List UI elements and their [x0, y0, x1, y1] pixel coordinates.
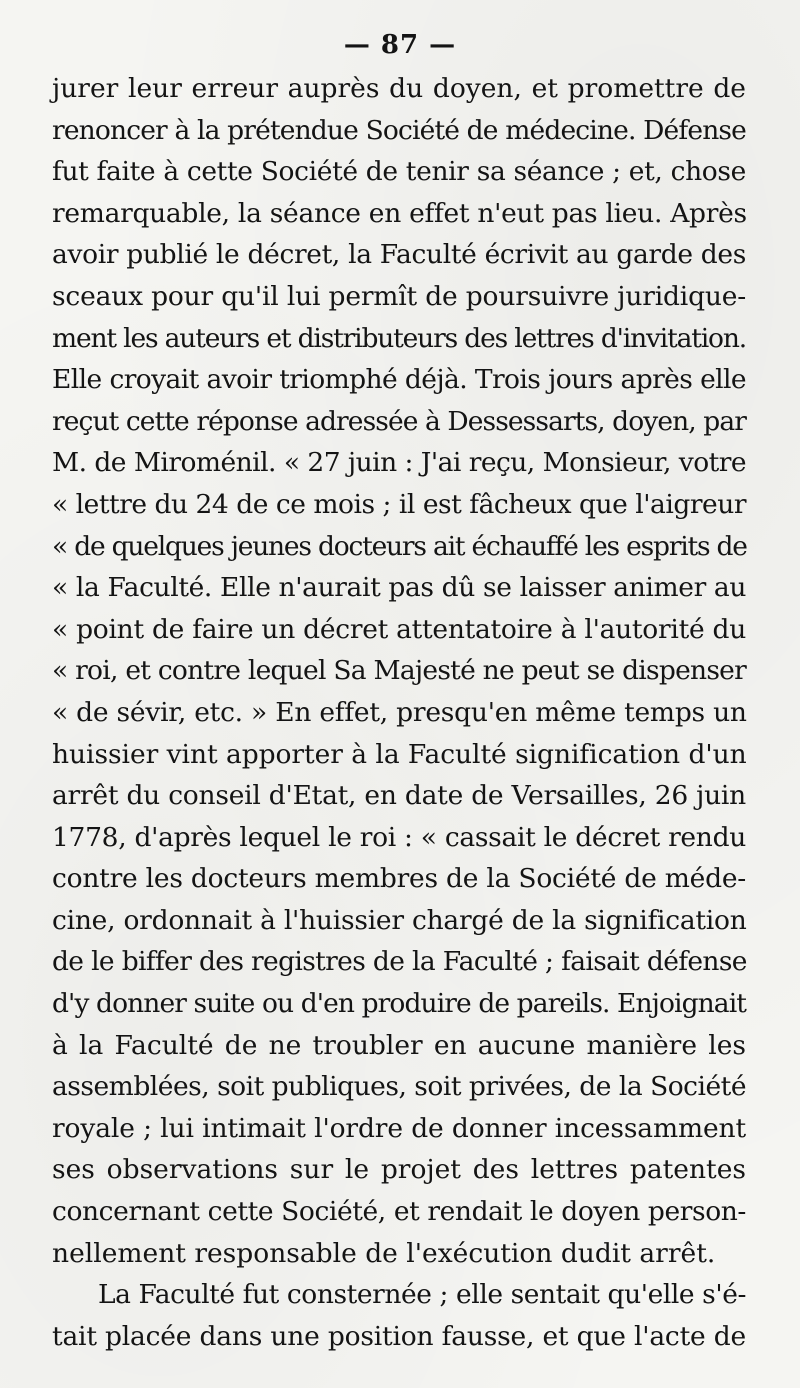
- text-line: avoir publié le décret, la Faculté écrivit au garde des: [52, 239, 747, 271]
- text-line: « lettre du 24 de ce mois ; il est fâcheux que l'aigreur: [52, 488, 747, 520]
- text-line: remarquable, la séance en effet n'eut pas lieu. Après: [52, 197, 747, 229]
- text-line: assemblées, soit publiques, soit privées, de la Société: [52, 1071, 747, 1103]
- text-line: 1778, d'après lequel le roi : « cassait le décret rendu: [52, 821, 746, 853]
- text-line: « roi, et contre lequel Sa Majesté ne peut se dispenser: [52, 655, 747, 687]
- text-line: tait placée dans une position fausse, et que l'acte de: [52, 1320, 746, 1352]
- text-line: cine, ordonnait à l'huissier chargé de la signification: [52, 904, 747, 936]
- text-line: renoncer à la prétendue Société de médecine. Défense: [52, 114, 747, 146]
- text-line: « point de faire un décret attentatoire à l'autorité du: [52, 613, 746, 645]
- text-line: Elle croyait avoir triomphé déjà. Trois jours après elle: [52, 364, 747, 396]
- text-line: « la Faculté. Elle n'aurait pas dû se laisser animer au: [52, 572, 747, 604]
- text-line: nellement responsable de l'exécution dudit arrêt.: [52, 1237, 716, 1269]
- text-line: « de quelques jeunes docteurs ait échauffé les esprits de: [52, 530, 747, 562]
- text-line: « de sévir, etc. » En effet, presqu'en même temps un: [52, 696, 747, 728]
- text-line: royale ; lui intimait l'ordre de donner incessamment: [52, 1112, 746, 1144]
- text-line: M. de Miroménil. « 27 juin : J'ai reçu, Monsieur, votre: [52, 447, 747, 479]
- text-line: jurer leur erreur auprès du doyen, et promettre de: [52, 73, 746, 104]
- text-line: concernant cette Société, et rendait le doyen person-: [52, 1196, 746, 1228]
- text-line: ses observations sur le projet des lettres patentes: [52, 1154, 746, 1186]
- text-line: sceaux pour qu'il lui permît de poursuivre juridique-: [52, 280, 747, 312]
- text-line: reçut cette réponse adressée à Dessessarts, doyen, par: [52, 405, 746, 437]
- page-number: — 87 —: [343, 30, 457, 60]
- text-line: d'y donner suite ou d'en produire de pareils. Enjoignait: [52, 988, 747, 1020]
- text-line: à la Faculté de ne troubler en aucune manière les: [52, 1029, 746, 1061]
- text-line: de le biffer des registres de la Faculté ; faisait défense: [52, 946, 747, 978]
- text-line: fut faite à cette Société de tenir sa séance ; et, chose: [52, 156, 746, 188]
- body-text: [52, 68, 746, 1357]
- text-line: huissier vint apporter à la Faculté signification d'un: [52, 738, 747, 770]
- text-line: La Faculté fut consternée ; elle sentait qu'elle s'é-: [98, 1279, 746, 1311]
- text-line: arrêt du conseil d'Etat, en date de Versailles, 26 juin: [52, 780, 746, 812]
- text-line: ment les auteurs et distributeurs des lettres d'invitation.: [52, 322, 746, 354]
- text-line: contre les docteurs membres de la Société de méde-: [52, 863, 747, 895]
